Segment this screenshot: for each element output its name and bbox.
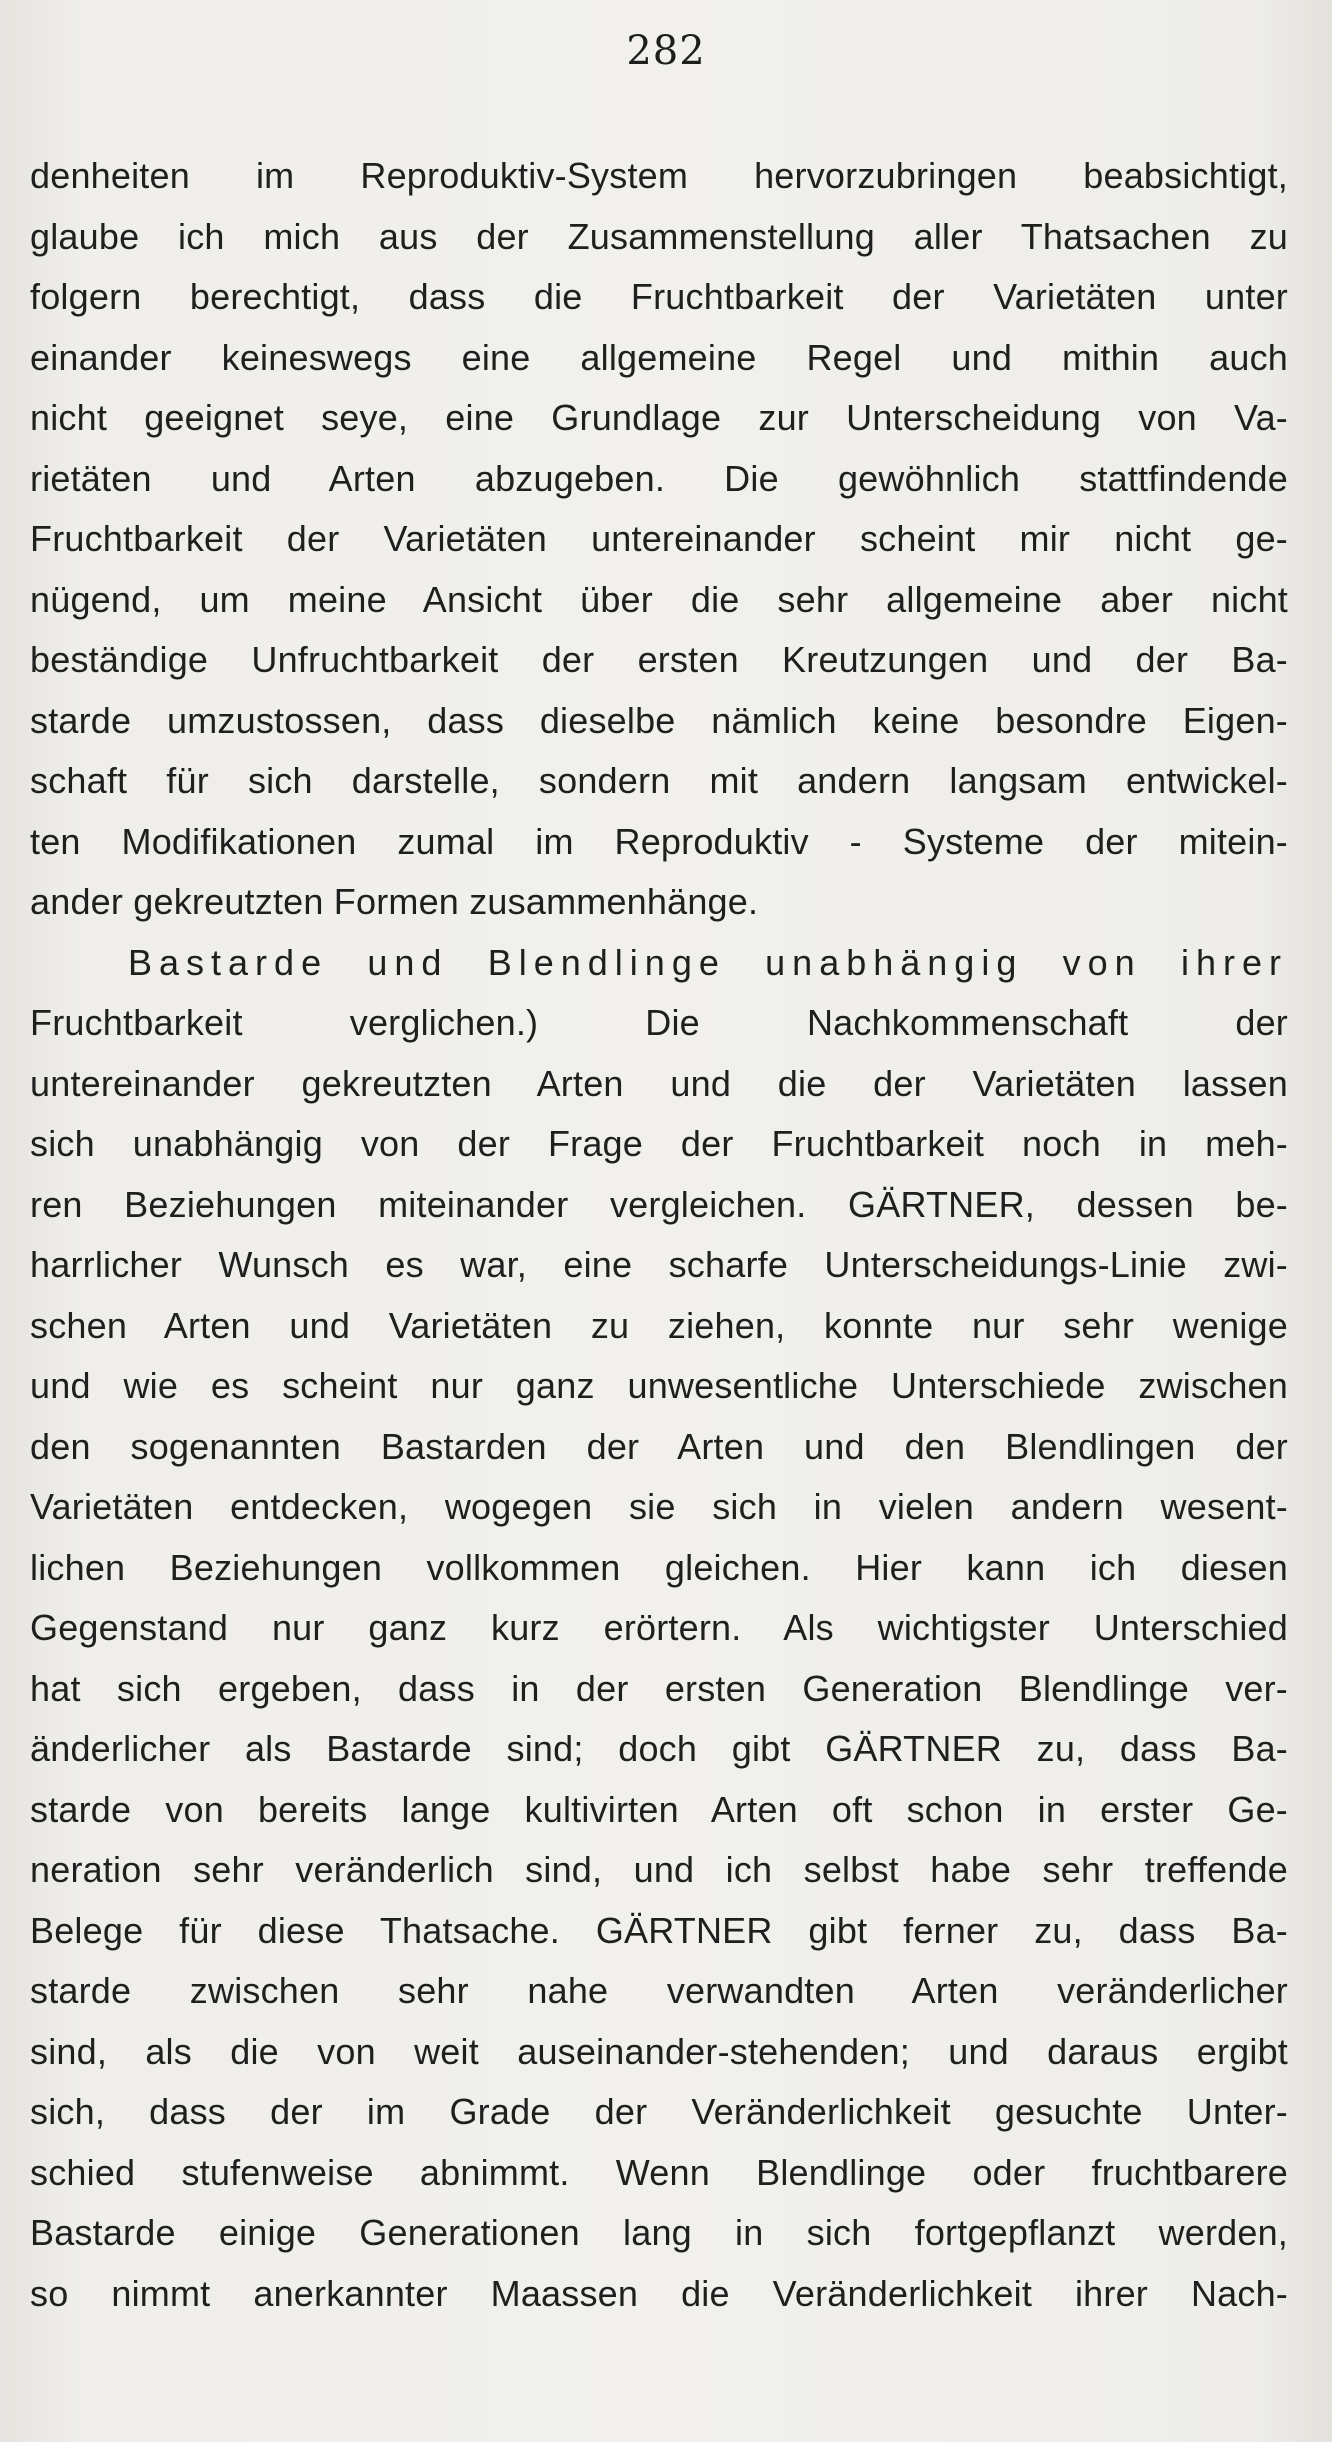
page-number: 282 [626,28,706,74]
text-line: starde von bereits lange kultivirten Arten oft schon in erster Ge- [30,1788,1288,1830]
text-line: nügend, um meine Ansicht über die sehr allgemeine aber nicht [30,578,1288,620]
text-line: Fruchtbarkeit der Varietäten untereinander scheint mir nicht ge- [30,518,1288,559]
text-line: ren Beziehungen miteinander vergleichen. GÄRTNER, dessen be- [30,1183,1288,1225]
text-line: hat sich ergeben, dass in der ersten Generation Blendlinge ver- [30,1667,1288,1709]
text-line: starde umzustossen, dass dieselbe nämlich keine besondre Eigen- [30,699,1288,741]
text-line: neration sehr veränderlich sind, und ich selbst habe sehr treffende [30,1849,1288,1890]
text-line: nicht geeignet seye, eine Grundlage zur Unterscheidung von Va- [30,397,1288,438]
text-line: beständige Unfruchtbarkeit der ersten Kreutzungen und der Ba- [30,639,1288,680]
text-line: lichen Beziehungen vollkommen gleichen. Hier kann ich diesen [30,1546,1288,1588]
text-line: glaube ich mich aus der Zusammenstellung aller Thatsachen zu [30,215,1288,257]
text-line: starde zwischen sehr nahe verwandten Arten veränderlicher [30,1970,1288,2011]
text-line: so nimmt anerkannter Maassen die Veränderlichkeit ihrer Nach- [30,2272,1288,2314]
text-line: Gegenstand nur ganz kurz erörtern. Als wichtigster Unterschied [30,1607,1288,1648]
text-line: denheiten im Reproduktiv-System hervorzubringen beabsichtigt, [30,155,1288,196]
body-text [30,146,1288,2324]
text-line: Varietäten entdecken, wogegen sie sich in vielen andern wesent- [30,1486,1288,1527]
text-line: und wie es scheint nur ganz unwesentliche Unterschiede zwischen [30,1365,1288,1406]
text-line: änderlicher als Bastarde sind; doch gibt GÄRTNER zu, dass Ba- [30,1728,1288,1769]
text-line: Belege für diese Thatsache. GÄRTNER gibt ferner zu, dass Ba- [30,1909,1288,1951]
section-heading-line: Bastarde und Blendlinge unabhängig von ihrer [128,941,1288,983]
text-line: untereinander gekreutzten Arten und die der Varietäten lassen [30,1062,1288,1104]
text-line: harrlicher Wunsch es war, eine scharfe Unterscheidungs-Linie zwi- [30,1244,1288,1285]
text-line: folgern berechtigt, dass die Fruchtbarkeit der Varietäten unter [30,276,1288,317]
text-line: schied stufenweise abnimmt. Wenn Blendlinge oder fruchtbarere [30,2151,1288,2193]
text-line: Bastarde einige Generationen lang in sich fortgepflanzt werden, [30,2212,1288,2253]
text-line: schen Arten und Varietäten zu ziehen, konnte nur sehr wenige [30,1304,1288,1346]
text-line: sich unabhängig von der Frage der Fruchtbarkeit noch in meh- [30,1123,1288,1164]
text-line: sich, dass der im Grade der Veränderlichkeit gesuchte Unter- [30,2091,1288,2132]
paragraph-end-line: ander gekreutzten Formen zusammenhänge. [30,881,759,922]
text-line: ten Modifikationen zumal im Reproduktiv - Systeme der mitein- [30,820,1288,862]
text-line: sind, als die von weit auseinander-stehenden; und daraus ergibt [30,2030,1288,2072]
text-line: schaft für sich darstelle, sondern mit andern langsam entwickel- [30,760,1288,801]
section-heading-continuation-line: Fruchtbarkeit verglichen.) Die Nachkommenschaft der [30,1002,1288,1043]
text-line: den sogenannten Bastarden der Arten und den Blendlingen der [30,1425,1288,1467]
text-line: rietäten und Arten abzugeben. Die gewöhnlich stattfindende [30,457,1288,499]
text-line: einander keineswegs eine allgemeine Regel und mithin auch [30,336,1288,378]
